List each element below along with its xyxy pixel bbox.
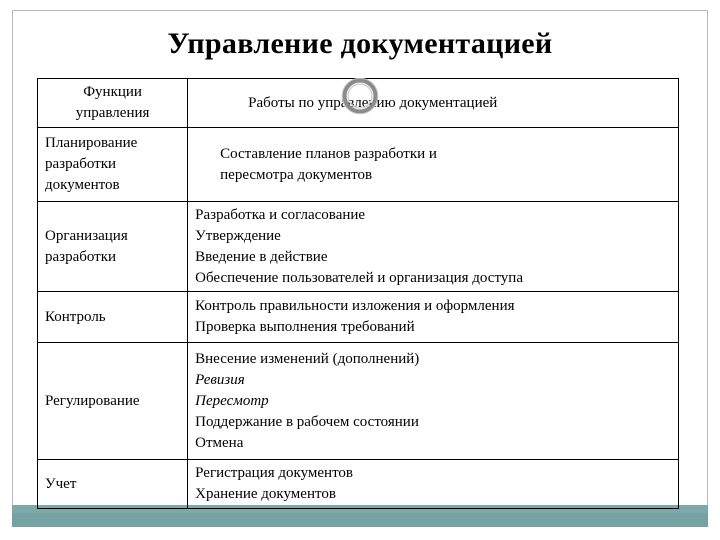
table-row (38, 202, 679, 292)
function-cell (38, 343, 188, 460)
work-line: Поддержание в рабочем состоянии (195, 413, 419, 430)
function-line: документов (45, 177, 120, 193)
work-line: Проверка выполнения требований (195, 319, 415, 335)
function-cell (38, 292, 188, 343)
work-line: Введение в действие (195, 248, 328, 265)
work-line: Контроль правильности изложения и оформления (195, 298, 515, 314)
works-cell (188, 202, 679, 292)
table-row (38, 343, 679, 460)
function-cell (38, 202, 188, 292)
function-cell (38, 460, 188, 509)
table-row (38, 292, 679, 343)
table-row (38, 128, 679, 202)
slide-title: Управление документацией (167, 27, 553, 60)
header-functions (38, 79, 188, 128)
header-functions-line: Функции (83, 84, 142, 100)
function-line: разработки (45, 156, 117, 172)
function-line: Контроль (45, 308, 106, 325)
function-line: разработки (45, 248, 117, 265)
function-line: Планирование (45, 135, 138, 151)
work-line: Отмена (195, 434, 244, 451)
work-line: пересмотра документов (220, 166, 373, 183)
function-line: Учет (45, 475, 77, 492)
work-line: Регистрация документов (195, 465, 354, 481)
work-line-italic: Ревизия (195, 371, 245, 388)
works-cell (188, 460, 679, 509)
work-line: Разработка и согласование (195, 206, 366, 223)
header-works-line: Работы по управлению документацией (248, 94, 498, 111)
header-functions-line: управления (75, 105, 150, 121)
works-cell (188, 292, 679, 343)
function-line: Организация (45, 227, 128, 244)
work-line: Составление планов разработки и (220, 145, 437, 162)
ring-circle-icon (340, 76, 380, 116)
table-row (38, 460, 679, 509)
work-line-italic: Пересмотр (195, 392, 269, 409)
work-line: Утверждение (195, 227, 281, 244)
works-cell (188, 128, 679, 202)
works-cell (188, 343, 679, 460)
function-cell (38, 128, 188, 202)
work-line: Внесение изменений (дополнений) (195, 350, 420, 367)
work-line: Обеспечение пользователей и организация доступа (195, 269, 523, 286)
document-management-table (37, 78, 679, 509)
work-line: Хранение документов (195, 486, 336, 502)
header-works (188, 79, 679, 128)
function-line: Регулирование (45, 392, 140, 409)
